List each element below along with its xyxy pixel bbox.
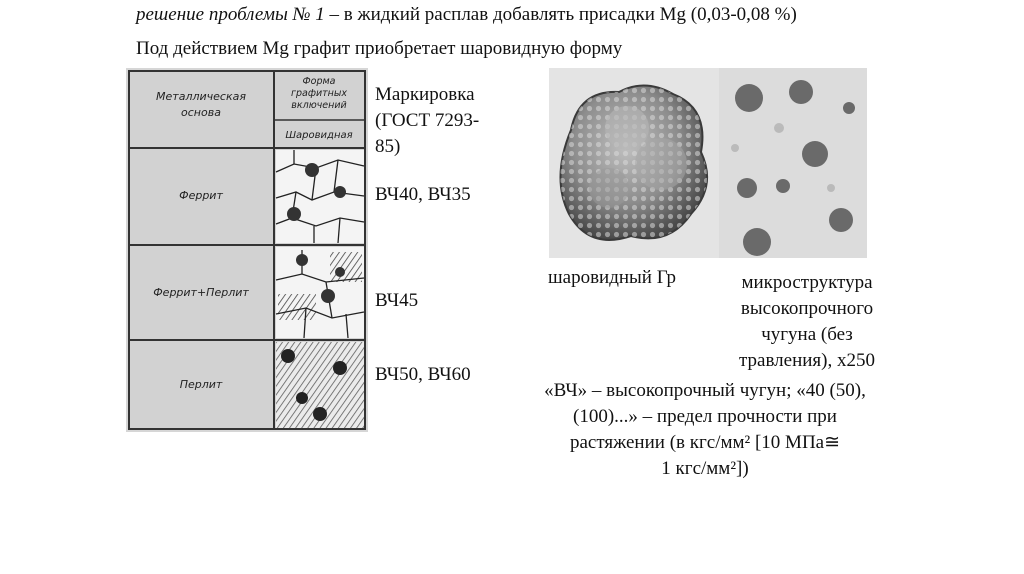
vch-definition-line2: (100)...» – предел прочности при <box>573 406 837 427</box>
microstructure-caption <box>718 270 896 374</box>
marking-label-line3: 85) <box>375 136 401 157</box>
marking-label-line2: (ГОСТ 7293- <box>375 110 480 131</box>
table-col2-subheader: Шаровидная <box>285 130 353 141</box>
grade-ferrite: ВЧ40, ВЧ35 <box>375 184 471 205</box>
table-row-ferrite-pearlite: Феррит+Перлит <box>153 286 249 299</box>
vch-definition-line3: растяжении (в кгс/мм² [10 МПа≅ <box>569 432 841 453</box>
microstructure-caption-line2: высокопрочного <box>740 298 874 319</box>
spheroidal-graphite-photo <box>549 68 719 258</box>
microstructure-photo <box>719 68 867 258</box>
mg-effect-line: Под действием Mg графит приобретает шаровидную форму <box>136 38 623 59</box>
marking-label-line1: Маркировка <box>375 84 475 105</box>
solution-label: решение проблемы № 1 <box>136 4 325 25</box>
microstructure-caption-line3: чугуна (без <box>761 324 853 345</box>
problem-solution-line <box>136 4 797 26</box>
table-col2-header-line1: Форма <box>302 76 336 87</box>
vch-definition-line1: «ВЧ» – высокопрочный чугун; «40 (50), <box>544 380 866 401</box>
grade-ferrite-pearlite: ВЧ45 <box>375 290 419 311</box>
table-col2-header-line2: графитных <box>290 88 348 99</box>
table-col1-header-line1: Металлическая <box>156 90 246 103</box>
spheroidal-graphite-caption: шаровидный Гр <box>548 267 677 288</box>
microstructure-caption-line1: микроструктура <box>741 272 873 293</box>
microstructure-caption-line4: травления), х250 <box>738 350 875 371</box>
table-row-pearlite: Перлит <box>179 378 223 391</box>
table-row-ferrite: Феррит <box>179 189 223 202</box>
vch-definition-line4: 1 кгс/мм²]) <box>661 458 749 479</box>
grade-pearlite: ВЧ50, ВЧ60 <box>375 364 471 385</box>
solution-text: – в жидкий расплав добавлять присадки Mg (0,03-0,08 %) <box>324 4 797 25</box>
vch-definition <box>512 378 898 482</box>
table-col1-header-line2: основа <box>181 106 221 119</box>
table-col2-header-line3: включений <box>291 100 347 111</box>
marking-label <box>375 82 505 160</box>
structure-table-figure <box>126 68 368 432</box>
